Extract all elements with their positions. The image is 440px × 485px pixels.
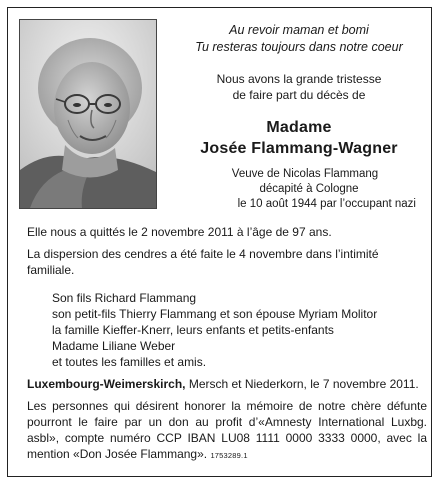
reference-number: 1753289.1 xyxy=(210,451,248,460)
announcement-line: Nous avons la grande tristesse xyxy=(216,72,382,86)
family-line: la famille Kieffer-Knerr, leurs enfants et petits-enfants xyxy=(52,323,334,337)
announcement-line: de faire part du décès de xyxy=(232,88,366,102)
name-line: Josée Flammang-Wagner xyxy=(200,140,398,157)
place-date xyxy=(27,376,427,392)
obituary-frame xyxy=(7,7,432,477)
memorial-donation xyxy=(27,398,427,464)
family-line: son petit-fils Thierry Flammang et son épouse Myriam Molitor xyxy=(52,307,378,321)
dispersion-notice: La dispersion des cendres a été faite le 4 novembre dans l’intimité familiale. xyxy=(27,247,379,277)
farewell-line: Au revoir maman et bomi xyxy=(229,23,369,37)
deceased-details xyxy=(168,167,430,212)
family-line: Madame Liliane Weber xyxy=(52,339,176,353)
family-list xyxy=(27,290,427,370)
detail-line: Veuve de Nicolas Flammang xyxy=(231,168,379,180)
detail-line: décapité à Cologne xyxy=(259,183,359,195)
portrait-photo xyxy=(19,19,157,209)
family-line: Son fils Richard Flammang xyxy=(52,291,197,305)
death-notice: Elle nous a quittés le 2 novembre 2011 à l’âge de 97 ans. xyxy=(27,225,332,239)
obituary-body xyxy=(27,224,427,464)
announcement xyxy=(168,71,430,103)
detail-line: le 10 août 1944 par l’occupant nazi xyxy=(237,198,416,210)
place-name: Luxembourg-Weimerskirch, xyxy=(27,377,186,391)
farewell-line: Tu resteras toujours dans notre coeur xyxy=(195,40,403,54)
header-block xyxy=(168,22,430,212)
place-date-rest: Mersch et Niederkorn, le 7 novembre 2011. xyxy=(185,377,419,391)
name-line: Madame xyxy=(266,119,332,136)
memorial-text: Les personnes qui désirent honorer la mémoire de notre chère défunte pourront le faire par un don au profit d’«Amnesty International Luxbg. asbl», compte numéro CCP IBAN LU08 1111 0000 3333 0000, avec la mention «Don Josée Flammang». xyxy=(27,399,427,461)
deceased-name xyxy=(168,117,430,159)
family-line: et toutes les familles et amis. xyxy=(52,355,207,369)
